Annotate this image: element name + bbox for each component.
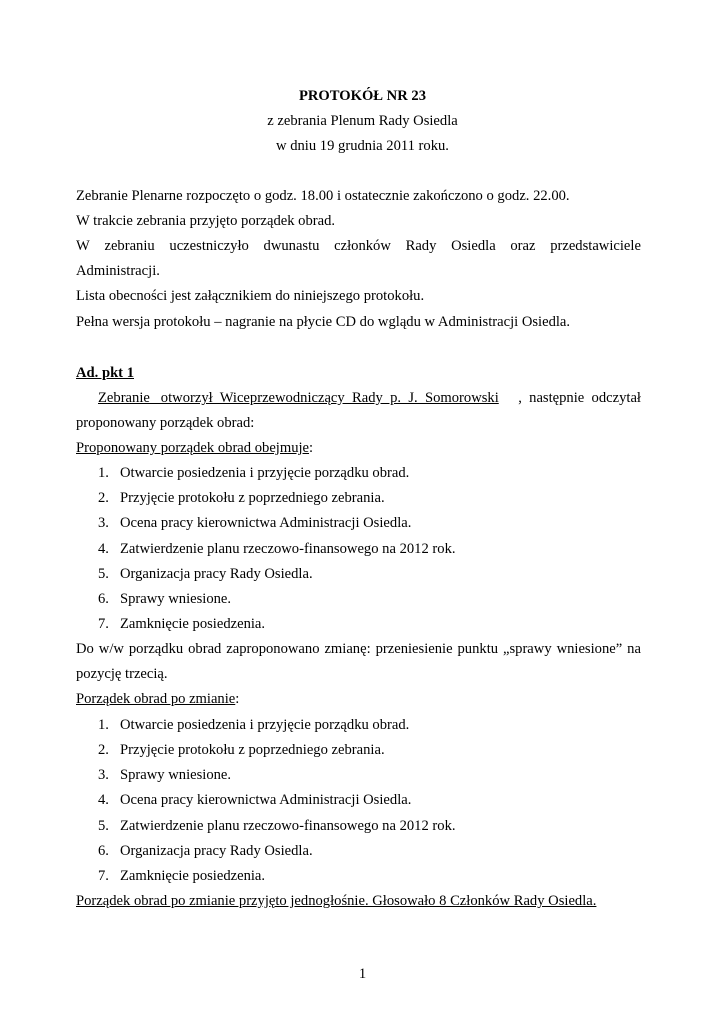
change-line-2: pozycję trzecią. (76, 666, 168, 682)
change-word: punktu (457, 641, 499, 657)
section-heading: Ad. pkt 1 (76, 365, 134, 381)
list-item-text: Organizacja pracy Rady Osiedla. (120, 843, 313, 859)
change-word: zmianę: (324, 641, 371, 657)
proposed-label: Proponowany porządek obrad obejmuje (76, 440, 310, 456)
list-item-number: 1. (98, 465, 109, 481)
list-item-number: 2. (98, 490, 109, 506)
list-item-text: Przyjęcie protokołu z poprzedniego zebrania. (120, 742, 385, 758)
list-item (98, 590, 231, 608)
change-word: Do (76, 641, 94, 657)
list-item-number: 3. (98, 767, 109, 783)
list-item-number: 4. (98, 792, 109, 808)
intro-word: oraz (510, 238, 536, 254)
document-subtitle: z zebrania Plenum Rady Osiedla (267, 113, 458, 129)
list-item-text: Zamknięcie posiedzenia. (120, 868, 266, 884)
intro-line-6: Pełna wersja protokołu – nagranie na płycie CD do wglądu w Administracji Osiedla. (76, 314, 571, 330)
list-item-text: Przyjęcie protokołu z poprzedniego zebrania. (120, 490, 385, 506)
list-item-number: 6. (98, 591, 109, 607)
list-item (98, 791, 411, 809)
list-item-text: Otwarcie posiedzenia i przyjęcie porządku obrad. (120, 465, 410, 481)
change-word: wniesione” (556, 641, 623, 657)
changed-label-line (76, 690, 239, 708)
change-word: na (627, 641, 641, 657)
list-item (98, 867, 265, 885)
list-item-text: Sprawy wniesione. (120, 767, 232, 783)
list-item-text: Sprawy wniesione. (120, 591, 232, 607)
list-item (98, 464, 409, 482)
intro-word: uczestniczyło (169, 238, 249, 254)
resolution-line: Porządek obrad po zmianie przyjęto jednogłośnie. Głosowało 8 Członków Rady Osiedla. (76, 893, 597, 909)
intro-line-1: Zebranie Plenarne rozpoczęto o godz. 18.00 i ostatecznie zakończono o godz. 22.00. (76, 188, 570, 204)
list-item-text: Ocena pracy kierownictwa Administracji Osiedla. (120, 792, 412, 808)
list-item-number: 2. (98, 742, 109, 758)
intro-word: dwunastu (263, 238, 320, 254)
intro-word: przedstawiciele (550, 238, 641, 254)
intro-line-4: Administracji. (76, 263, 160, 279)
change-word: obrad (188, 641, 222, 657)
opening-line-1 (98, 389, 641, 407)
changed-label: Porządek obrad po zmianie (76, 691, 236, 707)
list-item (98, 615, 265, 633)
proposed-label-line (76, 439, 313, 457)
document-title: PROTOKÓŁ NR 23 (298, 88, 427, 104)
list-item (98, 716, 409, 734)
list-item-text: Zatwierdzenie planu rzeczowo-finansowego na 2012 rok. (120, 541, 456, 557)
list-item-number: 5. (98, 818, 109, 834)
list-item (98, 842, 313, 860)
opening-underlined: Zebranie otworzył Wiceprzewodniczący Rady p. J. Somorowski (98, 390, 499, 406)
opening-rest: , następnie odczytał (518, 390, 641, 406)
list-item-text: Zamknięcie posiedzenia. (120, 616, 266, 632)
intro-word: Rady (405, 238, 437, 254)
list-item (98, 540, 456, 558)
list-item-number: 7. (98, 868, 109, 884)
list-item (98, 565, 313, 583)
change-word: w/w (98, 641, 124, 657)
list-item-text: Zatwierdzenie planu rzeczowo-finansowego na 2012 rok. (120, 818, 456, 834)
list-item-number: 1. (98, 717, 109, 733)
intro-line-5: Lista obecności jest załącznikiem do niniejszego protokołu. (76, 288, 425, 304)
proposed-label-colon: : (309, 440, 314, 456)
list-item (98, 817, 456, 835)
list-item (98, 514, 411, 532)
list-item-text: Organizacja pracy Rady Osiedla. (120, 566, 313, 582)
change-line-1 (76, 640, 641, 658)
list-item (98, 741, 385, 759)
page-number: 1 (358, 966, 367, 982)
change-word: porządku (128, 641, 184, 657)
intro-word: Osiedla (451, 238, 496, 254)
intro-word: W (76, 238, 90, 254)
list-item-text: Ocena pracy kierownictwa Administracji Osiedla. (120, 515, 412, 531)
list-item (98, 489, 385, 507)
intro-word: zebraniu (104, 238, 155, 254)
list-item (98, 766, 231, 784)
change-word: przeniesienie (375, 641, 453, 657)
intro-line-3 (76, 237, 641, 255)
document-date: w dniu 19 grudnia 2011 roku. (276, 138, 449, 154)
list-item-number: 6. (98, 843, 109, 859)
change-word: „sprawy (502, 641, 552, 657)
list-item-number: 7. (98, 616, 109, 632)
list-item-number: 4. (98, 541, 109, 557)
changed-label-colon: : (235, 691, 240, 707)
opening-line-2: proponowany porządek obrad: (76, 415, 255, 431)
intro-line-2: W trakcie zebrania przyjęto porządek obrad. (76, 213, 336, 229)
change-word: zaproponowano (226, 641, 320, 657)
list-item-number: 3. (98, 515, 109, 531)
list-item-number: 5. (98, 566, 109, 582)
list-item-text: Otwarcie posiedzenia i przyjęcie porządku obrad. (120, 717, 410, 733)
intro-word: członków (334, 238, 391, 254)
